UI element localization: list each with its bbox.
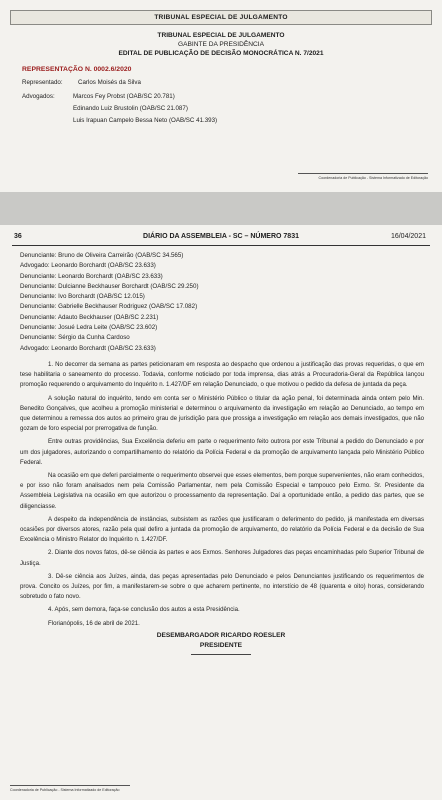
footer-top [319, 176, 428, 180]
list-item: Denunciante: Adauto Beckhauser (OAB/SC 2.231) [20, 313, 159, 321]
journal-title: DIÁRIO DA ASSEMBLEIA - SC – NÚMERO 7831 [143, 233, 299, 240]
page-gap [0, 192, 442, 225]
paragraph-8: 4. Após, sem demora, faça-se conclusão dos autos a esta Presidência. [48, 606, 240, 614]
footer-bottom [10, 788, 119, 792]
representado-value: Carlos Moisés da Silva [78, 79, 141, 86]
footer-bottom-text: Coordenadoria de Publicação - Sistema Informatizado de Editoração [10, 788, 120, 792]
paragraph-4: Na ocasião em que deferi parcialmente o requerimento observei que esses elementos, bem porque supervenientes, não eram conhecidos, e por isso não foram analisados nem pela Comissão Parlamentar, nem pela Comissão Especial e tampouco pelo Exmo. Sr. Presidente da Assembleia Legislativa na ocasião em que autorizou o processamento da representação. Daí a oportunidade então, a pedido das partes, que se diligenciasse. [20, 472, 424, 510]
advogado-row-1 [0, 92, 442, 104]
advogado-3: Luis Irapuan Campelo Bessa Neto (OAB/SC 41.393) [73, 117, 218, 124]
court-title: TRIBUNAL ESPECIAL DE JULGAMENTO [157, 32, 285, 39]
list-item: Denunciante: Ivo Borchardt (OAB/SC 12.015) [20, 293, 145, 301]
list-item: Advogado: Leonardo Borchardt (OAB/SC 23.633) [20, 344, 156, 352]
advogado-1: Marcos Fey Probst (OAB/SC 20.781) [73, 93, 175, 100]
representacao-number: REPRESENTAÇÃO N. 0002.6/2020 [22, 66, 132, 73]
journal-header [0, 225, 442, 249]
representado-label: Representado: [22, 79, 63, 86]
office-subtitle: GABINTE DA PRESIDÊNCIA [177, 41, 265, 48]
representado-row [0, 78, 442, 92]
footer-rule [10, 785, 130, 786]
parties-list [0, 251, 442, 354]
header-band: TRIBUNAL ESPECIAL DE JULGAMENTO [10, 10, 432, 25]
list-item: Denunciante: Sérgio da Cunha Cardoso [20, 334, 130, 342]
advogados-label: Advogados: [22, 93, 55, 100]
list-item: Denunciante: Gabrielle Beckhauser Rodriguez (OAB/SC 17.082) [20, 303, 198, 311]
paragraph-7: 3. Dê-se ciência aos Juízes, ainda, das peças apresentadas pelo Denunciado e pelos Denunciantes justificando os requerimentos de prova. Concito os Juízes, por fim, a manifestarem-se sobre o que acharem pertinente, no interstício de 48 (quarenta e oito) horas, considerando sobretudo o fato novo. [20, 572, 424, 601]
page-number: 36 [14, 233, 22, 240]
signature-role: PRESIDENTE [199, 641, 243, 649]
advogado-row-3 [0, 116, 442, 128]
document-page-top [0, 0, 442, 192]
paragraph-6: 2. Diante dos novos fatos, dê-se ciência às partes e aos Exmos. Senhores Julgadores das peças encaminhadas pelo Superior Tribunal de Justiça. [20, 549, 424, 567]
date-place: Florianópolis, 16 de abril de 2021. [48, 619, 140, 627]
paragraph-5: A despeito da independência de instâncias, subsistem as razões que justificaram o deferimento do pedido, já manifestada em diversas ocasiões por diversos atores, razão pela qual defiro a juntada da promoção de arquivamento, do relatório da Polícia Federal e da decisão de Sua Excelência o Ministro Relator do Inquérito n. 1.427/DF. [20, 515, 424, 544]
list-item: Denunciante: Dulcianne Beckhauser Borchardt (OAB/SC 29.250) [20, 282, 199, 290]
paragraph-2: A solução natural do inquérito, tendo em conta ser o Ministério Público o titular da ação penal, foi determinada ainda ontem pelo Min. Benedito Gonçalves, que acolheu a promoção ministerial e determinou o arquivamento da investigação em relação ao Denunciado, ao tempo em que determinou a remessa dos autos ao primeiro grau de jurisdição para que prossiga a investigação em relação aos demais investigados, que não gozam de foro especial por prerrogativa de função. [20, 394, 424, 433]
list-item: Denunciante: Leonardo Borchardt (OAB/SC 23.633) [20, 272, 163, 280]
edital-title: EDITAL DE PUBLICAÇÃO DE DECISÃO MONOCRÁTICA N. 7/2021 [118, 50, 324, 57]
signature-name: DESEMBARGADOR RICARDO ROESLER [156, 631, 286, 639]
journal-date: 16/04/2021 [390, 233, 426, 240]
paragraph-3: Entre outras providências, Sua Excelência deferiu em parte o requerimento feito outrora por este Tribunal a pedido do Denunciado e por um dos julgadores, autorizando o compartilhamento do relatório da Polícia Federal e da promoção de arquivamento lançada pelo Ministério Público Federal. [20, 438, 424, 466]
footer-rule [298, 173, 428, 174]
advogado-row-2 [0, 104, 442, 116]
document-page-bottom [0, 225, 442, 800]
list-item: Denunciante: Bruno de Oliveira Carreirão (OAB/SC 34.565) [20, 252, 184, 259]
list-item: Denunciante: Josué Ledra Leite (OAB/SC 23.602) [20, 324, 158, 332]
paragraph-1: 1. No decorrer da semana as partes peticionaram em resposta ao despacho que ordenou a justificação das provas requeridas, o que em tese habilitaria o saneamento do processo. Todavia, conforme noticiado por toda imprensa, dias atrás a Procuradoria-Geral da República lançou promoção requerendo o arquivamento do Inquérito n. 1.427/DF em relação Denunciado, o que motivou o pedido da defesa de juntada da peça. [20, 360, 424, 389]
signature-rule [191, 654, 251, 655]
header-rule [12, 245, 430, 246]
advogado-2: Edinando Luiz Brustolin (OAB/SC 21.087) [73, 105, 188, 112]
footer-top-text: Coordenadoria de Publicação - Sistema Informatizado de Editoração [318, 176, 428, 180]
list-item: Advogado: Leonardo Borchardt (OAB/SC 23.633) [20, 262, 156, 270]
